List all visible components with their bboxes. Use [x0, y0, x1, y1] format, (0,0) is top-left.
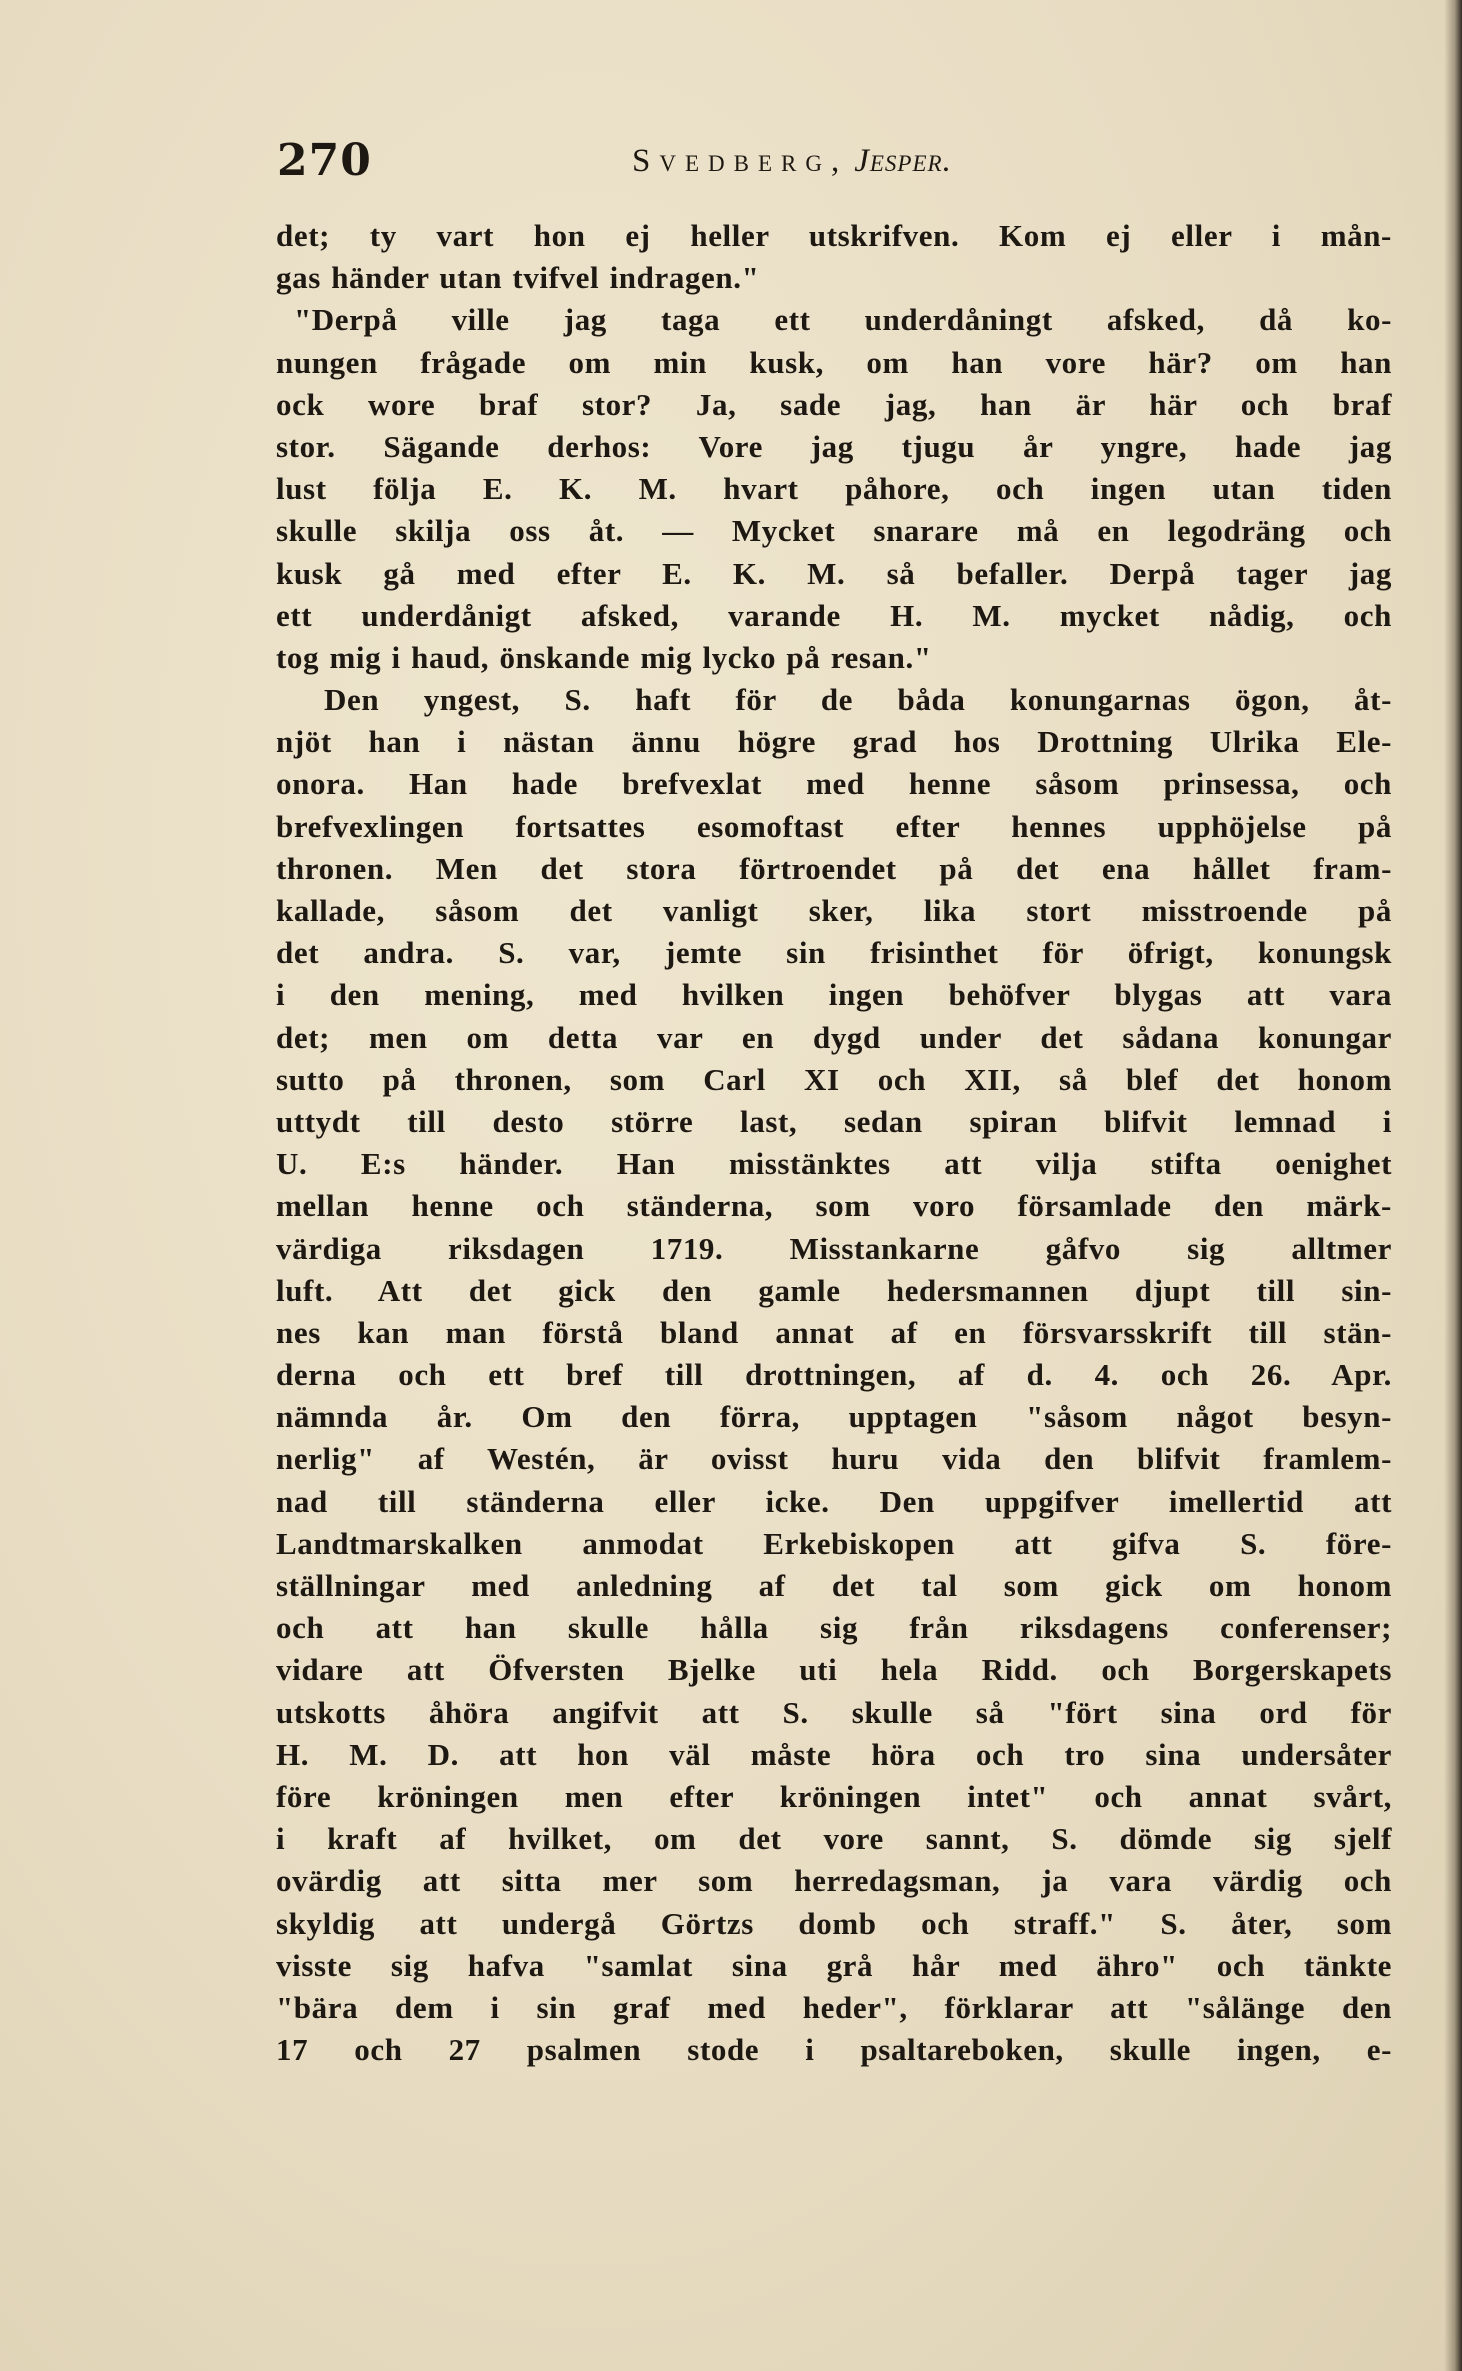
text-line: värdiga riksdagen 1719. Misstankarne gåfvo sig alltmer: [276, 1230, 1392, 1266]
text-line: nungen frågade om min kusk, om han vore här? om han: [276, 344, 1392, 380]
body-text: [276, 215, 1392, 2071]
text-line: sutto på thronen, som Carl XI och XII, så blef det honom: [276, 1061, 1392, 1097]
text-line: ock wore braf stor? Ja, sade jag, han är här och braf: [276, 386, 1392, 422]
text-line: nerlig" af Westén, är ovisst huru vida den blifvit framlem-: [276, 1441, 1392, 1477]
text-line: visste sig hafva "samlat sina grå hår med ähro" och tänkte: [276, 1947, 1392, 1983]
text-line: thronen. Men det stora förtroendet på det ena hållet fram-: [276, 850, 1392, 886]
text-line: Landtmarskalken anmodat Erkebiskopen att gifva S. före-: [276, 1525, 1392, 1561]
text-line: nes kan man förstå bland annat af en försvarsskrift till stän-: [276, 1314, 1392, 1350]
text-line: derna och ett bref till drottningen, af d. 4. och 26. Apr.: [276, 1357, 1392, 1393]
page-number: 270: [277, 135, 372, 186]
running-head-author: Svedberg,: [632, 143, 849, 179]
text-line: nad till ständerna eller icke. Den uppgifver imellertid att: [276, 1483, 1392, 1519]
text-line: i kraft af hvilket, om det vore sannt, S. dömde sig sjelf: [276, 1821, 1392, 1857]
text-line: tog mig i haud, önskande mig lycko på resan.": [276, 639, 932, 675]
page-header: [277, 135, 1177, 191]
text-line: luft. Att det gick den gamle hedersmannen djupt till sin-: [276, 1272, 1392, 1308]
text-line: det andra. S. var, jemte sin frisinthet för öfrigt, konungsk: [276, 935, 1392, 971]
text-line: utskotts åhöra angifvit att S. skulle så "fört sina ord för: [276, 1694, 1392, 1730]
running-head: [632, 143, 952, 180]
text-line: i den mening, med hvilken ingen behöfver blygas att vara: [276, 977, 1392, 1013]
text-line: brefvexlingen fortsattes esomoftast efter hennes upphöjelse på: [276, 808, 1392, 844]
text-line: ovärdig att sitta mer som herredagsman, ja vara värdig och: [276, 1863, 1392, 1899]
text-line: skulle skilja oss åt. — Mycket snarare må en legodräng och: [276, 513, 1392, 549]
text-line: lust följa E. K. M. hvart påhore, och ingen utan tiden: [276, 471, 1392, 507]
text-line: "Derpå ville jag taga ett underdåningt afsked, då ko-: [294, 302, 1392, 338]
text-line: skyldig att undergå Görtzs domb och straff." S. åter, som: [276, 1905, 1392, 1941]
text-line: det; men om detta var en dygd under det sådana konungar: [276, 1019, 1392, 1055]
text-line: H. M. D. att hon väl måste höra och tro sina undersåter: [276, 1736, 1392, 1772]
text-line: 17 och 27 psalmen stode i psaltareboken, skulle ingen, e-: [276, 2032, 1392, 2068]
text-line: kallade, såsom det vanligt sker, lika stort misstroende på: [276, 893, 1392, 928]
text-line: ett underdånigt afsked, varande H. M. mycket nådig, och: [276, 597, 1392, 633]
text-line: gas händer utan tvifvel indragen.": [276, 260, 760, 296]
text-line: det; ty vart hon ej heller utskrifven. Kom ej eller i mån-: [276, 218, 1392, 253]
text-line: nämnda år. Om den förra, upptagen "såsom något besyn-: [276, 1399, 1392, 1435]
text-line: onora. Han hade brefvexlat med henne såsom prinsessa, och: [276, 766, 1392, 802]
text-line: stor. Sägande derhos: Vore jag tjugu år yngre, hade jag: [276, 428, 1392, 464]
text-line: U. E:s händer. Han misstänktes att vilja stifta oenighet: [276, 1146, 1392, 1182]
text-line: vidare att Öfversten Bjelke uti hela Ridd. och Borgerskapets: [276, 1652, 1392, 1688]
text-line: ställningar med anledning af det tal som gick om honom: [276, 1568, 1392, 1603]
text-line: och att han skulle hålla sig från riksdagens conferenser;: [276, 1610, 1392, 1646]
text-line: "bära dem i sin graf med heder", förklarar att "sålänge den: [276, 1989, 1392, 2025]
running-head-italic: Jesper.: [854, 143, 952, 179]
text-line: uttydt till desto större last, sedan spiran blifvit lemnad i: [276, 1103, 1392, 1139]
text-line: mellan henne och ständerna, som voro församlade den märk-: [276, 1188, 1392, 1224]
text-line: njöt han i nästan ännu högre grad hos Drottning Ulrika Ele-: [276, 724, 1392, 760]
text-line: Den yngest, S. haft för de båda konungarnas ögon, åt-: [324, 682, 1392, 718]
text-line: kusk gå med efter E. K. M. så befaller. Derpå tager jag: [276, 555, 1392, 591]
text-line: före kröningen men efter kröningen intet" och annat svårt,: [276, 1778, 1392, 1814]
page-edge-shadow: [1444, 0, 1462, 2371]
